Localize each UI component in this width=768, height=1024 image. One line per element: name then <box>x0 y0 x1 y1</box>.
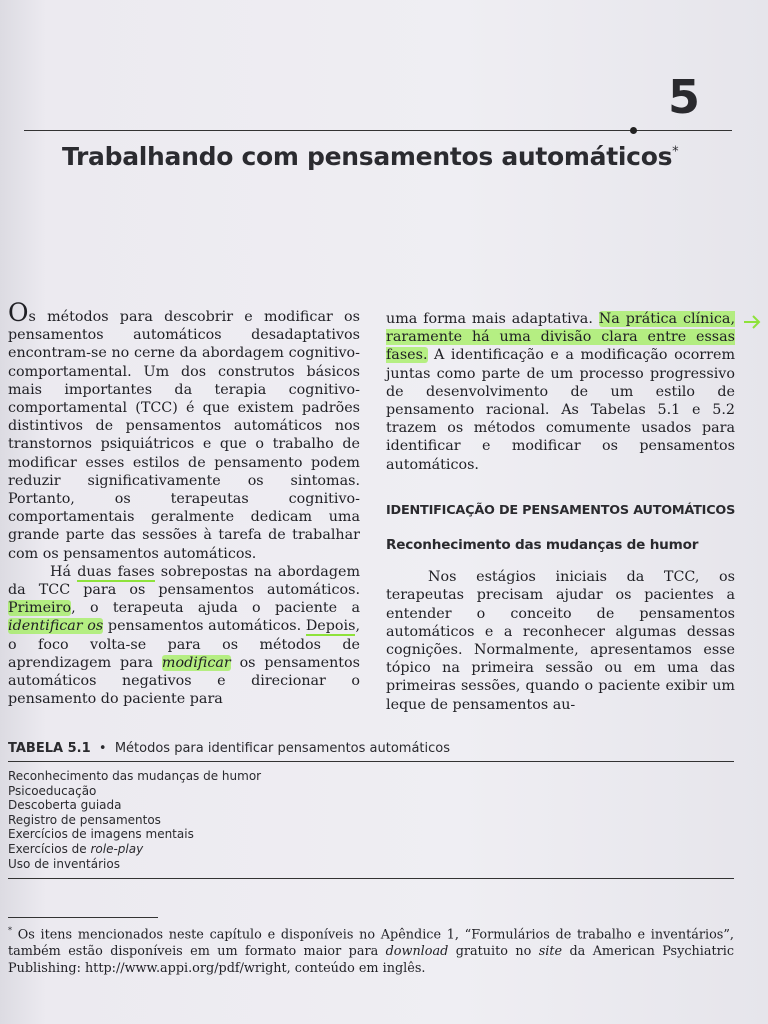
text-run: Os itens mencionados neste capítulo e disponíveis no Apêndice 1, “Formulários de trabalho e inventários”, também estão disponíveis em um formato maior para <box>8 927 734 960</box>
text-run: uma forma mais adaptativa. <box>386 311 599 327</box>
chapter-title <box>62 142 678 171</box>
text-run: , o terapeuta ajuda o paciente a <box>71 600 360 617</box>
table-row: Psicoeducação <box>8 783 97 798</box>
highlight-depois: Depois <box>305 618 356 635</box>
highlight-modificar: modificar <box>161 654 231 671</box>
text-run-italic: site <box>538 944 563 960</box>
text-run: gratuito no <box>448 944 539 960</box>
table-rule-bottom <box>8 878 734 879</box>
text-run: Há <box>50 563 78 580</box>
chapter-title-text: Trabalhando com pensamentos automáticos <box>62 142 673 171</box>
header-rule-dot <box>630 127 637 134</box>
text-run: , o foco volta-se para os métodos de aprendizagem para <box>8 618 360 671</box>
table-row <box>8 842 508 857</box>
text-run-italic: download <box>385 944 449 960</box>
table-row: Exercícios de imagens mentais <box>8 827 194 842</box>
header-rule <box>24 130 732 131</box>
text-run: pensamentos automáticos. <box>103 618 306 635</box>
table-caption-text: Métodos para identificar pensamentos automáticos <box>114 741 450 756</box>
right-paragraph-1 <box>386 310 735 474</box>
left-paragraph-1 <box>8 298 360 563</box>
text-run: sobrepostas na abordagem da TCC para os pensamentos automáticos. <box>8 563 361 599</box>
chapter-number: 5 <box>667 70 700 124</box>
footnote-marker: * <box>8 926 12 935</box>
footnote-rule <box>8 917 158 918</box>
subsection-heading: Reconhecimento das mudanças de humor <box>386 537 699 554</box>
table-row: Uso de inventários <box>8 856 120 871</box>
dropcap: O <box>8 298 29 327</box>
footnote <box>8 922 734 977</box>
section-heading: IDENTIFICAÇÃO DE PENSAMENTOS AUTOMÁTICOS <box>386 502 736 518</box>
text-run: Exercícios de <box>8 841 91 856</box>
text-run: os pensamentos automáticos negativos e direcionar o pensamento do paciente para <box>8 654 360 708</box>
right-paragraph-2: Nos estágios iniciais da TCC, os terapeutas precisam ajudar os pacientes a entender o conceito de pensamentos automáticos e a reconhecer algumas dessas cognições. Normalmente, apresentamos esse tópico na primeira sessão ou em uma das primeiras sessões, quando o paciente exibir um leque de pensamentos au- <box>386 569 735 713</box>
table-caption <box>8 741 734 756</box>
table-label: TABELA 5.1 <box>8 741 91 756</box>
left-paragraph-2 <box>8 563 360 709</box>
table-row: Descoberta guiada <box>8 798 122 813</box>
left-paragraph-1-text: s métodos para descobrir e modificar os pensamentos automáticos desadaptativos encontram-se no cerne da abordagem cognitivo-comportamental. Um dos construtos básicos mais importantes da terapia cognitivo-comportamental (TCC) é que existem padrões distintivos de pensamentos automáticos nos transtornos psiquiátricos e que o trabalho de modificar esses estilos de pensamento podem reduzir significativamente os sintomas. Portanto, os terapeutas cognitivo-comportamentais geralmente dedicam uma grande parte das sessões à tarefa de trabalhar com os pensamentos automáticos. <box>8 309 360 562</box>
table-bullet: • <box>98 741 107 756</box>
highlight-identificar: identificar os <box>8 618 104 635</box>
table-row: Reconhecimento das mudanças de humor <box>8 769 262 783</box>
right-column <box>386 310 735 714</box>
highlight-pratica-clinica: Na prática clínica, raramente há uma divisão clara entre essas fases. <box>386 311 735 364</box>
text-run: A identificação e a modificação ocorrem juntas como parte de um processo progressivo de desenvolvimento de um estilo de pensamento racional. As Tabelas 5.1 e 5.2 trazem os métodos comumente usados para identificar e modificar os pensamentos automáticos. <box>386 347 735 473</box>
left-column <box>8 298 361 708</box>
margin-arrow-icon <box>742 311 764 333</box>
table-body <box>8 769 508 871</box>
table-rule-top <box>8 761 734 762</box>
chapter-title-footnote-marker: * <box>672 144 679 160</box>
highlight-primeiro: Primeiro <box>8 600 72 617</box>
highlight-duas-fases: duas fases <box>77 563 155 580</box>
table-row: Registro de pensamentos <box>8 812 161 827</box>
text-run: da American Psychiatric Publishing: http://www.appi.org/pdf/wright, conteúdo em inglês. <box>8 944 734 977</box>
text-run-italic: role-play <box>90 841 144 856</box>
